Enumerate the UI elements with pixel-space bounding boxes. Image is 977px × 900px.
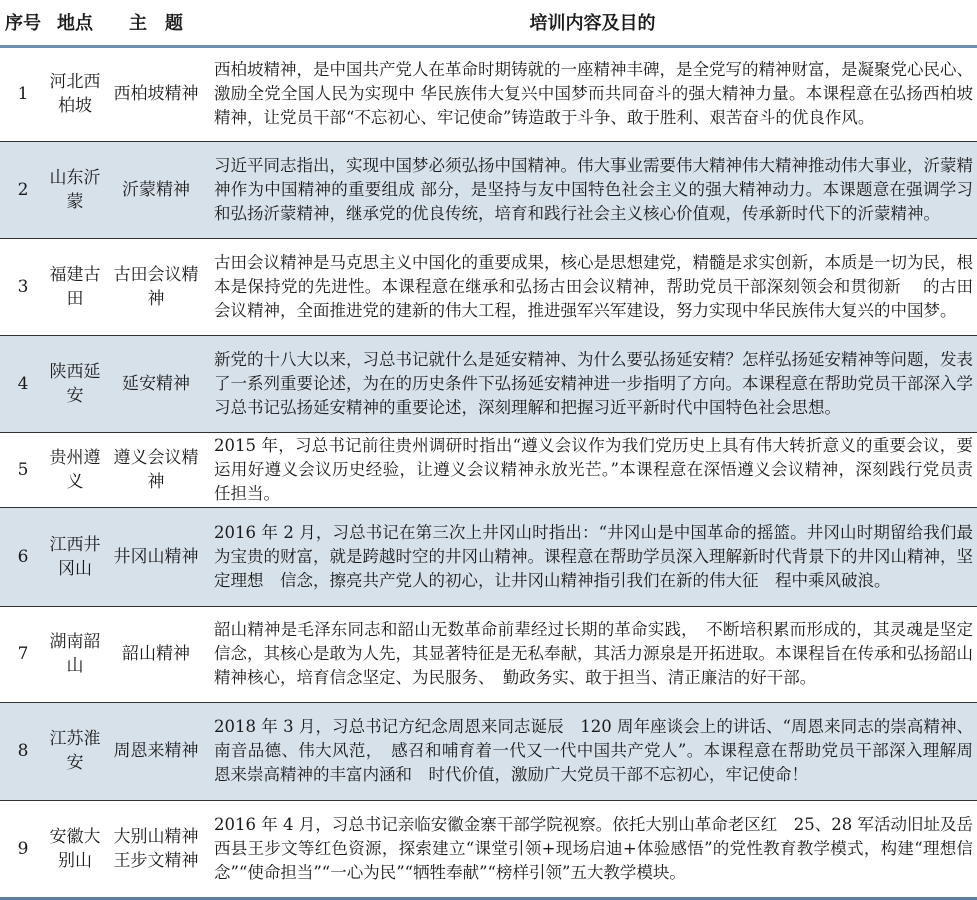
- row-num: 3: [17, 276, 29, 297]
- table-row: [0, 238, 977, 335]
- row-content: 2015 年，习总书记前往贵州调研时指出“遵义会议作为我们党历史上具有伟大转折意义的重要会议，要运用好遵义会议历史经验，让遵义会议精神永放光芒。”本课程意在深悟遵义会议精神，深刻践行党员责任担当。: [214, 435, 973, 503]
- row-place: 江苏淮安: [49, 729, 101, 773]
- row-content: 韶山精神是毛泽东同志和韶山无数革命前辈经过长期的革命实践， 不断培积累而形成的，其灵魂是坚定信念，其核心是敢为人先，其显著特征是无私奉献，其活力源泉是开拓进取。本课程旨在传承和弘扬韶山精神核心，培育信念坚定、为民服务、 勤政务实、敢于担当、清正廉洁的好干部。: [214, 620, 973, 687]
- table-row: [0, 335, 977, 432]
- header-num: 序号: [5, 13, 41, 35]
- table-row: [0, 46, 977, 141]
- row-topic: 沂蒙精神: [122, 179, 190, 200]
- header-row: [0, 0, 977, 46]
- table-row: [0, 606, 977, 702]
- row-topic: 遵义会议精神: [113, 447, 199, 492]
- row-content: 2016 年 2 月，习总书记在第三次上井冈山时指出：“井冈山是中国革命的摇篮。井冈山时期留给我们最为宝贵的财富，就是跨越时空的井冈山精神。课程意在帮助学员深入理解新时代背景下的井冈山精神，坚定理想 信念，擦亮共产党人的初心，让井冈山精神指引我们在新的伟大征 程中乘风破浪。: [214, 522, 973, 590]
- row-num: 2: [17, 179, 29, 200]
- row-place: 陕西延安: [49, 361, 101, 406]
- row-content: 新党的十八大以来，习总书记就什么是延安精神、为什么要弘扬延安精？怎样弘扬延安精神等问题，发表了一系列重要论述，为在的历史条件下弘扬延安精神进一步指明了方向。本课程意在帮助党员干部深入学习总书记弘扬延安精神的重要论述，深刻理解和把握习近平新时代中国特色社会思想。: [214, 349, 973, 417]
- table-header: [0, 0, 977, 46]
- row-topic: 周恩来精神: [113, 741, 199, 761]
- row-content: 西柏坡精神，是中国共产党人在革命时期铸就的一座精神丰碑，是全党写的精神财富，是凝聚党心民心、激励全党全国人民为实现中 华民族伟大复兴中国梦而共同奋斗的强大精神力量。本课程意在弘扬西柏坡精神，让党员干部“不忘初心、牢记使命”铸造敢于斗争、敢于胜利、艰苦奋斗的优良作风。: [214, 60, 973, 127]
- row-content: 2016 年 4 月，习总书记亲临安徽金寨干部学院视察。依托大别山革命老区红 25、28 军活动旧址及岳西县王步文等红色资源，探索建立“课堂引领+现场启迪+体验感悟”的党性教育教学模式，构建“理想信念”“使命担当”“一心为民”“牺牲奉献”“榜样引领”五大教学模块。: [214, 814, 973, 882]
- row-place: 安徽大别山: [49, 826, 101, 871]
- row-place: 湖南韶山: [49, 632, 101, 676]
- row-num: 8: [17, 741, 29, 761]
- row-place: 江西井冈山: [49, 534, 101, 579]
- header-place: 地点: [57, 13, 93, 35]
- row-place: 福建古田: [49, 264, 101, 309]
- header-content: 培训内容及目的: [529, 13, 656, 35]
- header-topic: 主 题: [129, 13, 183, 35]
- row-topic: 井冈山精神: [113, 546, 199, 567]
- table-row: [0, 702, 977, 800]
- table-body: [0, 46, 977, 898]
- row-topic: 西柏坡精神: [113, 84, 199, 104]
- table-row: [0, 507, 977, 606]
- row-num: 1: [17, 84, 29, 104]
- row-topic: 延安精神: [122, 373, 190, 394]
- row-topic: 古田会议精神: [113, 264, 199, 309]
- row-num: 9: [17, 838, 29, 859]
- row-num: 5: [17, 459, 29, 480]
- row-place: 山东沂蒙: [49, 167, 101, 212]
- table-row: [0, 432, 977, 507]
- row-num: 4: [17, 373, 29, 394]
- row-topic: 韶山精神: [122, 644, 190, 664]
- row-content: 习近平同志指出，实现中国梦必须弘扬中国精神。伟大事业需要伟大精神伟大精神推动伟大事业，沂蒙精神作为中国精神的重要组成 部分，是坚持与友中国特色社会主义的强大精神动力。本课题意在强调学习和弘扬沂蒙精神，继承党的优良传统，培育和践行社会主义核心价值观，传承新时代下的沂蒙精神。: [214, 155, 973, 223]
- row-content: 古田会议精神是马克思主义中国化的重要成果，核心是思想建党，精髓是求实创新，本质是一切为民，根本是保持党的先进性。本课程意在继承和弘扬古田会议精神，帮助党员干部深刻领会和贯彻新 的古田会议精神，全面推进党的建新的伟大工程，推进强军兴军建设，努力实现中华民族伟大复兴的中国梦。: [214, 252, 973, 320]
- row-topic: 大别山精神 王步文精神: [113, 826, 199, 871]
- row-place: 贵州遵义: [49, 447, 101, 492]
- row-content: 2018 年 3 月，习总书记方纪念周恩来同志诞辰 120 周年座谈会上的讲话、“周恩来同志的崇高精神、南音品德、伟大风范， 感召和哺育着一代又一代中国共产党人”。本课程意在帮助党员干部深入理解周恩来崇高精神的丰富内涵和 时代价值，激励广大党员干部不忘初心，牢记使命！: [214, 717, 973, 784]
- table-row: [0, 800, 977, 898]
- row-num: 7: [17, 644, 29, 664]
- row-num: 6: [17, 546, 29, 567]
- table-row: [0, 141, 977, 238]
- row-place: 河北西柏坡: [49, 72, 101, 116]
